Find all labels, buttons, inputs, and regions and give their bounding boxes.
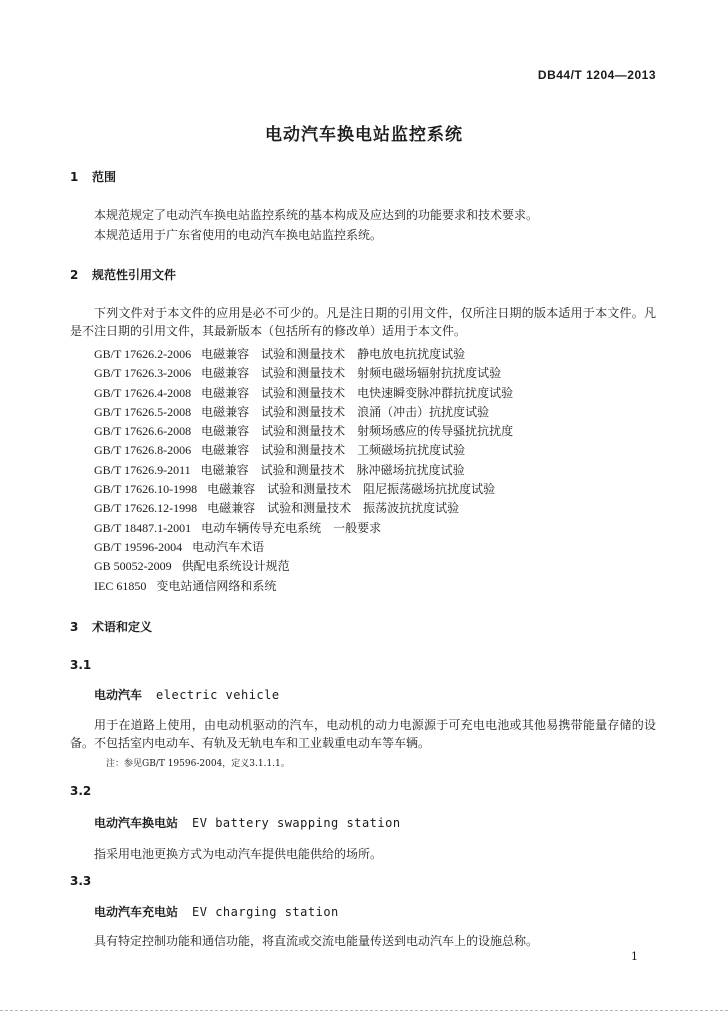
section-number: 2 [70,268,79,282]
section-number: 3 [70,620,79,634]
term-chinese: 电动汽车充电站 [94,905,179,919]
term-note: 注：参见GB/T 19596-2004，定义3.1.1.1。 [106,759,290,769]
reference-item: GB/T 17626.4-2008 电磁兼容 试验和测量技术 电快速瞬变脉冲群抗扰度试验 [94,385,514,400]
document-title: 电动汽车换电站监控系统 [265,125,463,145]
reference-item: IEC 61850 变电站通信网络和系统 [94,578,277,593]
section-heading-scope [70,168,116,185]
term-definition: 指采用电池更换方式为电动汽车提供电能供给的场所。 [94,847,383,861]
term-number: 3.1 [70,658,92,672]
page-edge-divider [0,1010,728,1011]
reference-item: GB/T 17626.10-1998 电磁兼容 试验和测量技术 阻尼振荡磁场抗扰度试验 [94,482,496,497]
section-heading-terms [70,618,152,635]
reference-list [94,345,513,596]
reference-item: GB/T 17626.12-1998 电磁兼容 试验和测量技术 振荡波抗扰度试验 [94,501,460,516]
section-title: 范围 [92,170,117,184]
term-english: EV charging station [192,905,339,919]
reference-item: GB/T 17626.2-2006 电磁兼容 试验和测量技术 静电放电抗扰度试验 [94,347,466,361]
term-number: 3.2 [70,784,92,798]
normative-refs-intro: 下列文件对于本文件的应用是必不可少的。凡是注日期的引用文件，仅所注日期的版本适用于本文件。凡是不注日期的引用文件，其最新版本（包括所有的修改单）适用于本文件。 [70,306,656,338]
standard-code: DB44/T 1204—2013 [537,68,656,82]
reference-item: GB/T 17626.8-2006 电磁兼容 试验和测量技术 工频磁场抗扰度试验 [94,443,466,458]
term-chinese: 电动汽车换电站 [94,816,179,830]
scope-paragraph-2: 本规范适用于广东省使用的电动汽车换电站监控系统。 [94,228,383,242]
section-number: 1 [70,170,79,184]
term-number: 3.3 [70,874,92,888]
page-number: 1 [631,950,638,963]
reference-item: GB/T 18487.1-2001 电动车辆传导充电系统 一般要求 [94,520,382,535]
reference-item: GB/T 17626.9-2011 电磁兼容 试验和测量技术 脉冲磁场抗扰度试验 [94,462,465,477]
section-title: 规范性引用文件 [92,268,177,282]
reference-item: GB/T 19596-2004 电动汽车术语 [94,539,265,554]
reference-item: GB 50052-2009 供配电系统设计规范 [94,559,290,574]
reference-item: GB/T 17626.3-2006 电磁兼容 试验和测量技术 射频电磁场辐射抗扰度试验 [94,366,502,381]
term-english: EV battery swapping station [192,816,401,830]
term-heading [94,686,280,703]
section-title: 术语和定义 [92,620,153,634]
section-heading-normative-refs [70,266,176,283]
term-english: electric vehicle [156,688,280,702]
term-definition: 具有特定控制功能和通信功能，将直流或交流电能量传送到电动汽车上的设施总称。 [94,934,539,948]
scope-paragraph-1: 本规范规定了电动汽车换电站监控系统的基本构成及应达到的功能要求和技术要求。 [94,208,539,222]
term-heading [94,903,339,920]
reference-item: GB/T 17626.6-2008 电磁兼容 试验和测量技术 射频场感应的传导骚扰抗扰度 [94,424,514,439]
term-definition: 用于在道路上使用，由电动机驱动的汽车，电动机的动力电源源于可充电电池或其他易携带能量存储的设备。不包括室内电动车、有轨及无轨电车和工业载重电动车等车辆。 [70,718,656,750]
reference-item: GB/T 17626.5-2008 电磁兼容 试验和测量技术 浪涌（冲击）抗扰度试验 [94,404,490,419]
term-heading [94,814,401,831]
term-chinese: 电动汽车 [94,688,143,702]
